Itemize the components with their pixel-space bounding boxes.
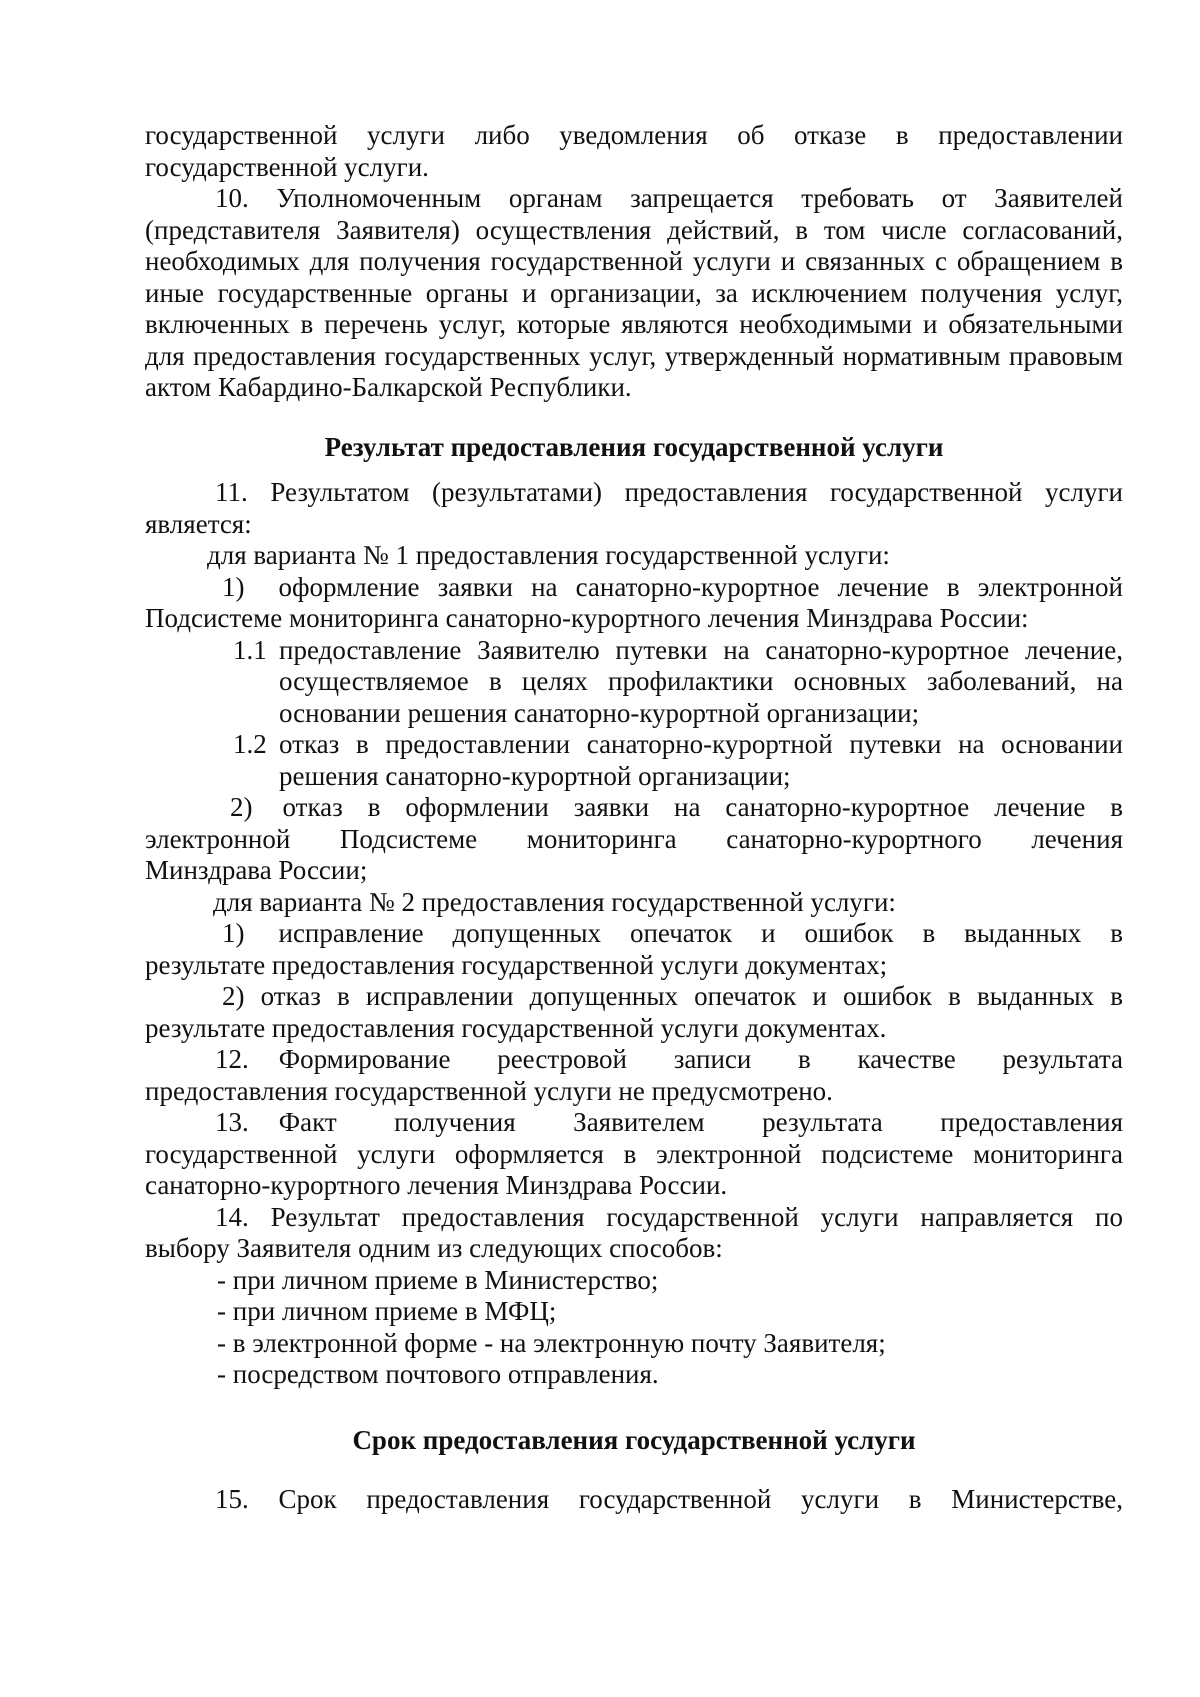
variant-1-subitem-1-2: [145, 729, 1123, 792]
variant-1-item-1: [145, 572, 1123, 635]
variant-1-item-2: [145, 792, 1123, 887]
paragraph-14: 14. Результат предоставления государственной услуги направляется по выбору Заявителя одним из следующих способов:: [145, 1201, 1123, 1263]
subitem-text: предоставление Заявителю путевки на санаторно-курортное лечение, осуществляемое в целях профилактики основных заболеваний, на основании решения санаторно-курортной организации;: [279, 634, 1123, 728]
paragraph-15: 15. Срок предоставления государственной услуги в Министерстве,: [215, 1484, 1123, 1514]
way-item: - при личном приеме в МФЦ;: [217, 1296, 557, 1326]
item-text-line: электронной Подсистеме мониторинга санаторно-курортного лечения: [145, 823, 1123, 854]
way-item: - в электронной форме - на электронную почту Заявителя;: [217, 1327, 886, 1358]
paragraph-10: 10. Уполномоченным органам запрещается требовать от Заявителей (представителя Заявителя) осуществления действий, в том числе согласований, необходимых для получения государственной услуги и связанных с обращением в иные государственные органы и организации, за исключением получения услуг, включенных в перечень услуг, которые являются необходимыми и обязательными для предоставления государственных услуг, утвержденный нормативным правовым актом Кабардино-Балкарской Республики.: [145, 183, 1123, 402]
way-item: - при личном приеме в Министерство;: [217, 1264, 659, 1295]
heading-term: Срок предоставления государственной услуги: [352, 1424, 916, 1455]
item-number: 1): [222, 918, 245, 948]
paragraph-number: 12.: [215, 1044, 249, 1074]
variant-1-intro: для варианта № 1 предоставления государственной услуги:: [207, 540, 890, 570]
item-text-line: Подсистеме мониторинга санаторно-курортного лечения Минздрава России:: [145, 603, 1029, 633]
subitem-text: отказ в предоставлении санаторно-курортной путевки на основании решения санаторно-курортной организации;: [279, 729, 1123, 791]
variant-2-intro: для варианта № 2 предоставления государственной услуги:: [213, 886, 896, 917]
item-number: 1): [222, 571, 245, 602]
way-item: - посредством почтового отправления.: [217, 1359, 659, 1389]
item-text-line: исправление допущенных опечаток и ошибок в выданных в: [278, 918, 1123, 948]
paragraph-continuation: государственной услуги либо уведомления об отказе в предоставлении государственной услуги.: [145, 120, 1123, 182]
document-body: [145, 120, 1123, 1516]
paragraph-12: [145, 1044, 1123, 1107]
subitem-number: 1.1: [233, 634, 267, 665]
item-text-line: Минздрава России;: [145, 855, 368, 885]
paragraph-13: [145, 1107, 1123, 1202]
item-text-line: 2) отказ в исправлении допущенных опечаток и ошибок в выданных в: [222, 981, 1123, 1011]
variant-1-subitem-1-1: [145, 635, 1123, 730]
subitem-number: 1.2: [233, 729, 267, 759]
heading-result: Результат предоставления государственной услуги: [324, 431, 944, 462]
paragraph-number: 13.: [215, 1107, 249, 1137]
item-number: 2): [230, 792, 253, 822]
paragraph-text-line: государственной услуги оформляется в электронной подсистеме мониторинга: [145, 1138, 1123, 1169]
paragraph-text-line: Факт получения Заявителем результата предоставления: [278, 1107, 1123, 1137]
variant-2-item-2: [145, 981, 1123, 1044]
variant-2-item-1: [145, 918, 1123, 981]
paragraph-11: 11. Результатом (результатами) предоставления государственной услуги является:: [145, 477, 1123, 539]
paragraph-text-line: предоставления государственной услуги не предусмотрено.: [145, 1075, 833, 1106]
paragraph-text-line: санаторно-курортного лечения Минздрава России.: [145, 1170, 728, 1200]
paragraph-text-line: Формирование реестровой записи в качестве результата: [278, 1044, 1123, 1074]
item-text-line: результате предоставления государственной услуги документах.: [145, 1012, 887, 1043]
item-text-line: результате предоставления государственной услуги документах;: [145, 949, 888, 980]
item-text-line: отказ в оформлении заявки на санаторно-курортное лечение в: [282, 792, 1123, 822]
item-text-line: оформление заявки на санаторно-курортное лечение в электронной: [278, 571, 1123, 602]
